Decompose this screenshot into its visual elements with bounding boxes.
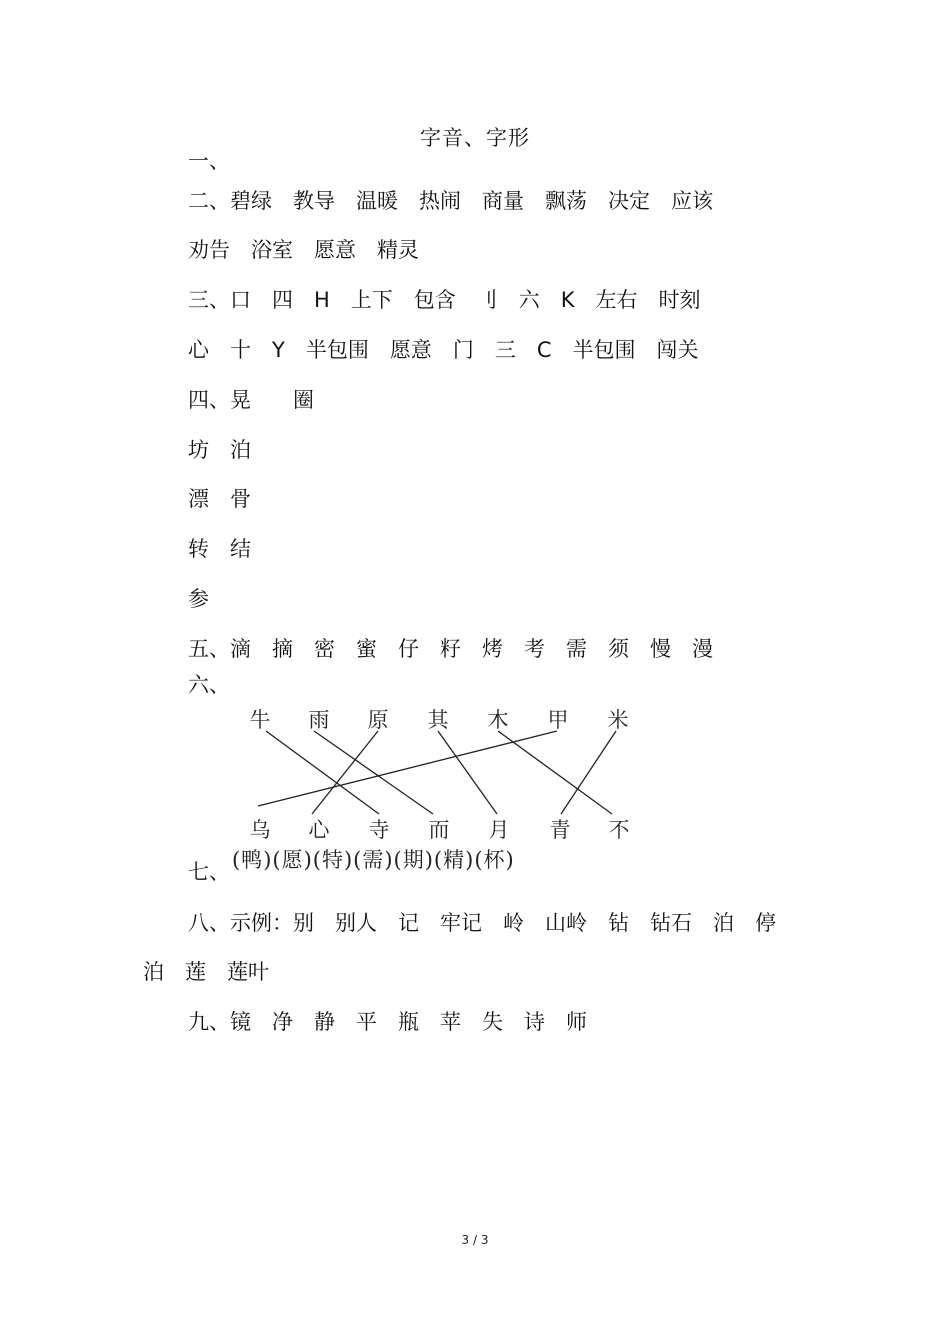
q3-line2: 心 十 Y 半包围 愿意 门 三 C 半包围 闯关 <box>188 338 699 362</box>
q5-line: 五、滴 摘 密 蜜 仔 籽 烤 考 需 须 慢 漫 <box>188 637 713 661</box>
page-number: 3 / 3 <box>461 1233 489 1247</box>
top-char: 原 <box>367 708 389 732</box>
match-line <box>314 731 433 814</box>
q4-line3: 漂 骨 <box>188 487 251 511</box>
bottom-char: 寺 <box>368 818 390 842</box>
match-line <box>498 731 612 814</box>
bottom-char: 青 <box>549 818 571 842</box>
top-char: 甲 <box>547 708 569 732</box>
bottom-char: 心 <box>308 818 330 842</box>
top-char: 米 <box>607 708 629 732</box>
q4-line1: 四、晃 圈 <box>188 388 314 412</box>
q7-answers: (鸭)(愿)(特)(需)(期)(精)(杯) <box>232 848 515 872</box>
bottom-char: 而 <box>428 818 450 842</box>
bottom-char: 不 <box>608 818 630 842</box>
q2-line2: 劝告 浴室 愿意 精灵 <box>188 238 419 262</box>
q3-line1: 三、口 四 H 上下 包含 刂 六 K 左右 时刻 <box>188 288 701 312</box>
q6-label: 六、 <box>188 673 230 697</box>
match-line <box>561 731 616 814</box>
q8-line2: 泊 莲 莲叶 <box>143 960 269 984</box>
bottom-char: 月 <box>488 818 510 842</box>
bottom-char: 乌 <box>249 818 271 842</box>
q8-line1: 八、示例：别 别人 记 牢记 岭 山岭 钻 钻石 泊 停 <box>188 911 776 935</box>
top-char: 木 <box>487 708 509 732</box>
match-line <box>258 731 557 806</box>
top-char: 雨 <box>308 708 330 732</box>
match-line <box>438 731 497 814</box>
q9-line: 九、镜 净 静 平 瓶 苹 失 诗 师 <box>188 1010 587 1034</box>
q2-line1: 二、碧绿 教导 温暖 热闹 商量 飘荡 决定 应该 <box>188 189 713 213</box>
q4-line4: 转 结 <box>188 537 251 561</box>
q7-label: 七、 <box>188 860 230 884</box>
q1-label: 一、 <box>188 149 230 173</box>
top-char: 牛 <box>249 708 271 732</box>
top-char: 其 <box>427 708 449 732</box>
page-title: 字音、字形 <box>420 126 530 150</box>
q4-line5: 参 <box>188 587 209 611</box>
q4-line2: 坊 泊 <box>188 438 251 462</box>
